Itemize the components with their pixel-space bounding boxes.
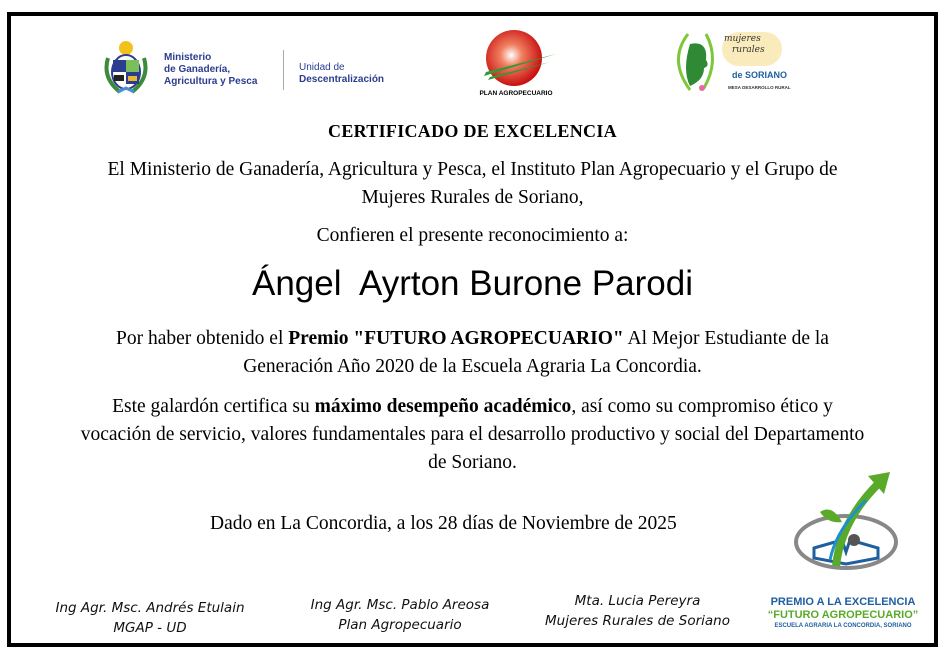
mgap-line2: de Ganadería, (164, 64, 231, 75)
mujeres-line3: de SORIANO (732, 70, 788, 80)
unit-line2: Descentralización (299, 74, 385, 85)
plan-agropecuario-logo (470, 28, 562, 100)
plan-agropecuario-sphere-icon (480, 28, 560, 88)
recipient-name: Ángel Ayrton Burone Parodi (251, 264, 694, 303)
cert-line3: de Soriano. (428, 452, 517, 473)
woman-leaf-silhouette-icon (668, 30, 728, 96)
signature-org: MGAP - UD (113, 620, 187, 636)
signature-name: Ing Agr. Msc. Pablo Areosa (310, 597, 490, 613)
signature-org: Plan Agropecuario (338, 617, 462, 633)
reason-post: Al Mejor Estudiante de la (623, 328, 829, 349)
signature-2 (280, 595, 520, 635)
premio-line2: “FUTURO AGROPECUARIO” (767, 609, 919, 621)
uruguay-coat-of-arms-icon (100, 38, 152, 96)
cert-pre: Este galardón certifica su (112, 396, 315, 417)
cert-line1 (20, 393, 925, 421)
premio-line3: ESCUELA AGRARIA LA CONCORDIA, SORIANO (774, 623, 912, 629)
premio-logo (758, 470, 928, 635)
mujeres-line4: MESA DESARROLLO RURAL (728, 85, 791, 90)
mgap-line3: Agricultura y Pesca (164, 76, 258, 87)
certificate-title: CERTIFICADO DE EXCELENCIA (328, 121, 617, 141)
reason-pre: Por haber obtenido el (116, 328, 289, 349)
signature-1 (30, 598, 270, 638)
cert-bold: máximo desempeño académico (314, 396, 572, 417)
cert-post: , así como su compromiso ético y (571, 396, 833, 417)
growth-arrow-book-icon (786, 470, 906, 580)
unit-line1: Unidad de (299, 62, 345, 73)
plan-agropecuario-label: PLAN AGROPECUARIO (479, 90, 553, 97)
mgap-line1: Ministerio (164, 52, 212, 63)
reason-line2: Generación Año 2020 de la Escuela Agraria La Concordia. (243, 356, 702, 377)
award-name: Premio "FUTURO AGROPECUARIO" (288, 328, 624, 349)
cert-line2: vocación de servicio, valores fundamentales para el desarrollo productivo y social del Departamento (80, 424, 865, 445)
reason-line1 (20, 325, 925, 353)
intro-line2: Mujeres Rurales de Soriano, (361, 187, 584, 208)
signature-name: Ing Agr. Msc. Andrés Etulain (55, 600, 245, 616)
mujeres-line2: rurales (732, 45, 765, 55)
logo-divider (283, 50, 284, 90)
mujeres-rurales-logo (668, 30, 793, 100)
date-text: Dado en La Concordia, a los 28 días de Noviembre de 2025 (210, 513, 677, 534)
intro-line1: El Ministerio de Ganadería, Agricultura y Pesca, el Instituto Plan Agropecuario y el Grupo de (107, 159, 838, 180)
mujeres-line1: mujeres (724, 34, 761, 44)
signature-name: Mta. Lucia Pereyra (574, 593, 701, 609)
premio-line1: PREMIO A LA EXCELENCIA (770, 596, 916, 608)
signature-org: Mujeres Rurales de Soriano (545, 613, 730, 629)
signature-3 (520, 591, 755, 631)
mgap-logo (100, 38, 400, 98)
confer-text: Confieren el presente reconocimiento a: (316, 225, 629, 246)
